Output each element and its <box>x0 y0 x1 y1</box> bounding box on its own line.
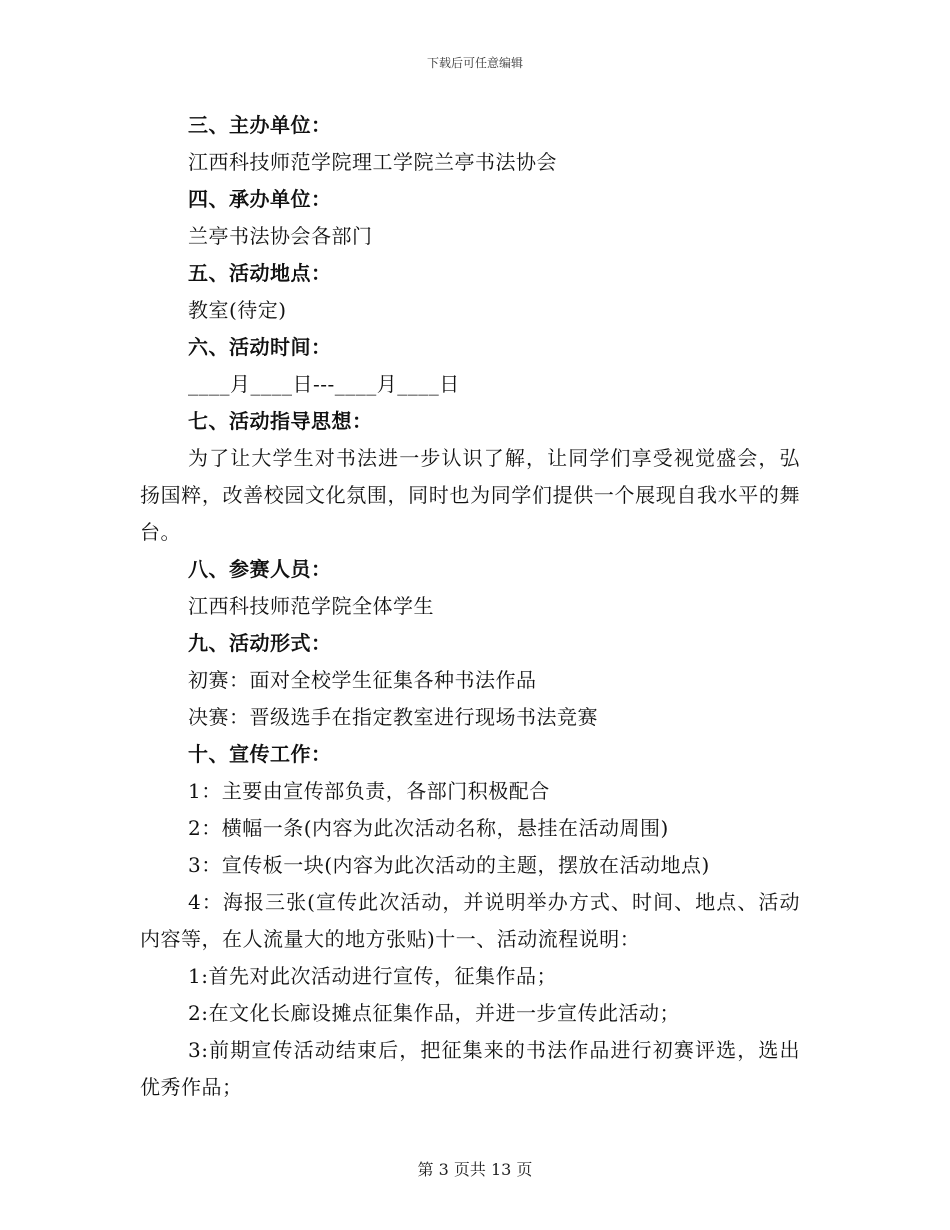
section-heading: 九、活动形式： <box>188 631 332 655</box>
body-paragraph: 4：海报三张(宣传此次活动，并说明举办方式、时间、地点、活动内容等，在人流量大的地方张贴)十一、活动流程说明： <box>140 890 800 951</box>
body-line: 江西科技师范学院全体学生 <box>188 594 434 618</box>
section-heading: 五、活动地点： <box>188 261 332 285</box>
body-line: 2:在文化长廊设摊点征集作品，并进一步宣传此活动； <box>188 1001 680 1025</box>
section-heading: 四、承办单位： <box>188 187 332 211</box>
section-heading: 十、宣传工作： <box>188 742 332 766</box>
body-line: 2：横幅一条(内容为此次活动名称，悬挂在活动周围) <box>188 816 669 840</box>
body-line: 兰亭书法协会各部门 <box>188 224 373 248</box>
body-paragraph: 3:前期宣传活动结束后，把征集来的书法作品进行初赛评选，选出优秀作品； <box>140 1038 800 1099</box>
section-heading: 三、主办单位： <box>188 113 332 137</box>
page-footer: 第 3 页共 13 页 <box>417 1160 533 1179</box>
body-line: 教室(待定) <box>188 298 287 322</box>
page-header: 下载后可任意编辑 <box>426 56 523 70</box>
body-paragraph: 为了让大学生对书法进一步认识了解，让同学们享受视觉盛会，弘扬国粹，改善校园文化氛围，同时也为同学们提供一个展现自我水平的舞台。 <box>140 446 800 544</box>
section-heading: 八、参赛人员： <box>188 557 332 581</box>
body-line: 决赛：晋级选手在指定教室进行现场书法竞赛 <box>188 705 598 729</box>
body-line: 初赛：面对全校学生征集各种书法作品 <box>188 668 537 692</box>
body-line: 江西科技师范学院理工学院兰亭书法协会 <box>188 150 557 174</box>
body-line: ____月____日---____月____日 <box>188 372 460 396</box>
body-line: 3：宣传板一块(内容为此次活动的主题，摆放在活动地点) <box>188 853 710 877</box>
section-heading: 七、活动指导思想： <box>188 409 373 433</box>
document-body <box>140 107 800 1106</box>
section-heading: 六、活动时间： <box>188 335 332 359</box>
body-line: 1：主要由宣传部负责，各部门积极配合 <box>188 779 550 803</box>
body-line: 1:首先对此次活动进行宣传，征集作品； <box>188 964 557 988</box>
